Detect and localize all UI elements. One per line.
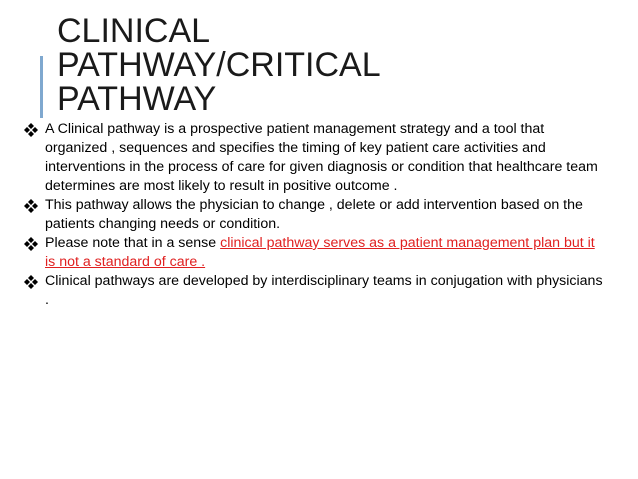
bullet-list xyxy=(24,120,604,310)
bullet-text-4: Clinical pathways are developed by interdisciplinary teams in conjugation with physicians . xyxy=(45,273,603,308)
title-accent-bar xyxy=(40,56,43,118)
title-line-2: PATHWAY/CRITICAL xyxy=(57,46,381,84)
four-diamond-bullet-icon xyxy=(24,275,38,289)
bullet-item-4 xyxy=(24,272,604,310)
four-diamond-bullet-icon xyxy=(24,237,38,251)
four-diamond-bullet-icon xyxy=(24,123,38,137)
title-line-1: CLINICAL xyxy=(57,12,211,50)
highlighted-link-text[interactable]: clinical pathway serves as a patient management plan but it is not a standard of care . xyxy=(45,235,595,270)
bullet-text-1: A Clinical pathway is a prospective patient management strategy and a tool that organized , sequences and specifies the timing of key patient care activities and interventions in the process of care for given diagnosis or condition that healthcare team determines are most likely to result in positive outcome . xyxy=(45,121,598,194)
bullet-item-1 xyxy=(24,120,604,196)
four-diamond-bullet-icon xyxy=(24,199,38,213)
bullet-text-2: This pathway allows the physician to change , delete or add intervention based on the patients changing needs or condition. xyxy=(45,197,583,232)
bullet-item-2 xyxy=(24,196,604,234)
bullet-text-3: Please note that in a sense xyxy=(45,235,221,251)
title-line-3: PATHWAY xyxy=(57,80,217,118)
bullet-item-3 xyxy=(24,234,604,272)
slide-title xyxy=(57,14,617,116)
